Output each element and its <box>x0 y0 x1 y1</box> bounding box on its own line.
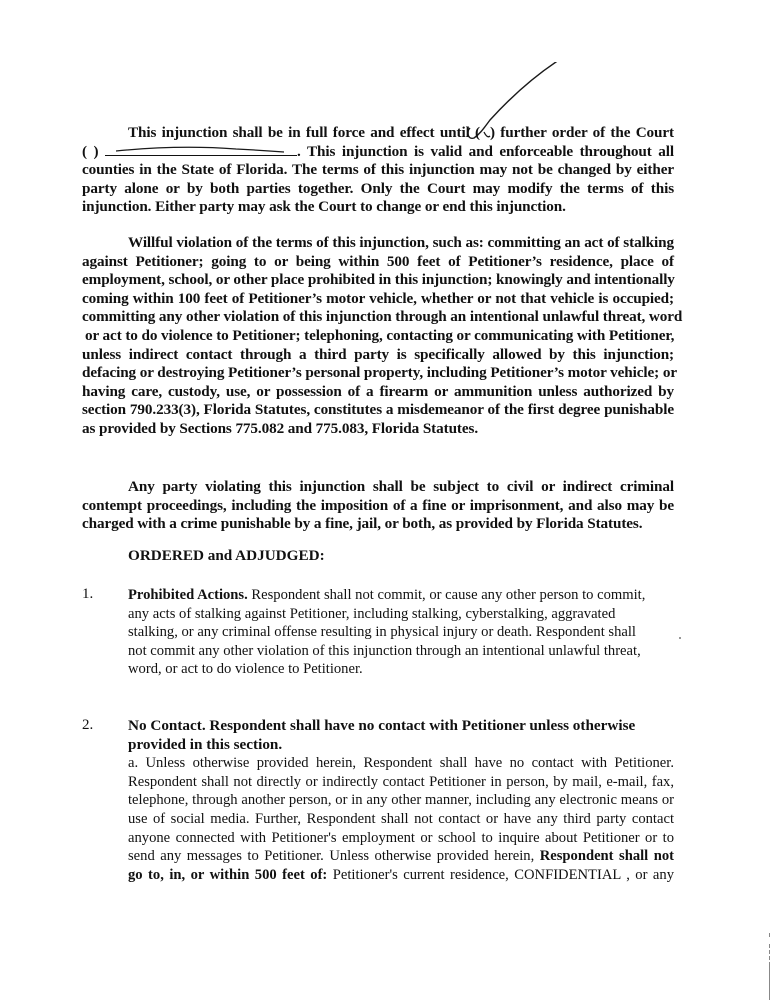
duration-line-2: ( ) . This injunction is valid and enforceable throughout all <box>82 142 674 160</box>
scan-edge-mark <box>769 956 770 960</box>
duration-paragraph: This injunction shall be in full force and effect until ( ) further order of the Court ( ) . This injunction is valid and enforceable throughout all counties in the State of Florida. The terms of this injunction may not be changed by either party alone or by both parties together. Only the Court may modify the terms of this injunction. Either party may ask the Court to change or end this injunction. <box>82 124 674 216</box>
contempt-paragraph: Any party violating this injunction shall be subject to civil or indirect criminal contempt proceedings, including the imposition of a fine or imprisonment, and also may be charged with a crime punishable by a fine, jail, or both, as provided by Florida Statutes. <box>82 478 674 533</box>
scan-edge-mark <box>769 933 770 937</box>
ordered-heading: ORDERED and ADJUDGED: <box>128 547 325 564</box>
item-1-prohibited-actions: Prohibited Actions. Respondent shall not commit, or cause any other person to commit, any acts of stalking against Petitioner, including stalking, cyberstalking, aggravated stalking, or any criminal offense resulting in physical injury or death. Respondent shall not commit any other violation of this injunction through an intentional unlawful threat, word, or act to do violence to Petitioner. <box>128 587 646 678</box>
item-2-title-line-2: provided in this section. <box>128 735 283 753</box>
item-1-number: 1. <box>82 586 94 602</box>
scan-speck <box>679 637 681 639</box>
item-2-number: 2. <box>82 717 94 733</box>
willful-violation-paragraph: Willful violation of the terms of this injunction, such as: committing an act of stalking against Petitioner; going to or being within 500 feet of Petitioner’s residence, place of employment, school, or other place prohibited in this injunction; knowingly and intentionally coming within 100 feet of Petitioner’s motor vehicle, whether or not that vehicle is occupied; committing any other violation of this injunction through an intentional unlawful threat, word or act to do violence to Petitioner; telephoning, contacting or communicating with Petitioner, unless indirect contact through a third party is specifically allowed by this injunction; defacing or destroying Petitioner’s personal property, including Petitioner’s motor vehicle; or having care, custody, use, or possession of a firearm or ammunition unless authorized by section 790.233(3), Florida Statutes, constitutes a misdemeanor of the first degree punishable as provided by Sections 775.082 and 775.083, Florida Statutes. <box>82 234 683 437</box>
scan-edge-line <box>769 962 770 1000</box>
duration-line-1: This injunction shall be in full force and effect until ( ) further order of the Court <box>128 124 674 141</box>
item-1-title: Prohibited Actions. <box>128 587 248 603</box>
item-2-title-line-1: No Contact. Respondent shall have no contact with Petitioner unless otherwise <box>128 717 636 734</box>
scan-edge-mark <box>769 944 770 948</box>
checkbox-date[interactable]: ( ) <box>82 142 99 160</box>
item-2-no-contact: No Contact. Respondent shall have no contact with Petitioner unless otherwise provided in this section. a. Unless otherwise provided herein, Respondent shall have no contact with Petitioner. Respondent shall not directly or indirectly contact Petitioner in person, by mail, e-mail, fax, telephone, through another person, or in any other manner, including any electronic means or use of social media. Further, Respondent shall not contact or have any third party contact anyone connected with Petitioner's employment or school to inquire about Petitioner or to send any messages to Petitioner. Unless otherwise provided herein, Respondent shall not go to, in, or within 500 feet of: Petitioner's current residence, CONFIDENTIAL , or any <box>128 717 674 883</box>
date-blank-field[interactable] <box>105 143 297 156</box>
scan-edge-mark <box>769 950 770 954</box>
